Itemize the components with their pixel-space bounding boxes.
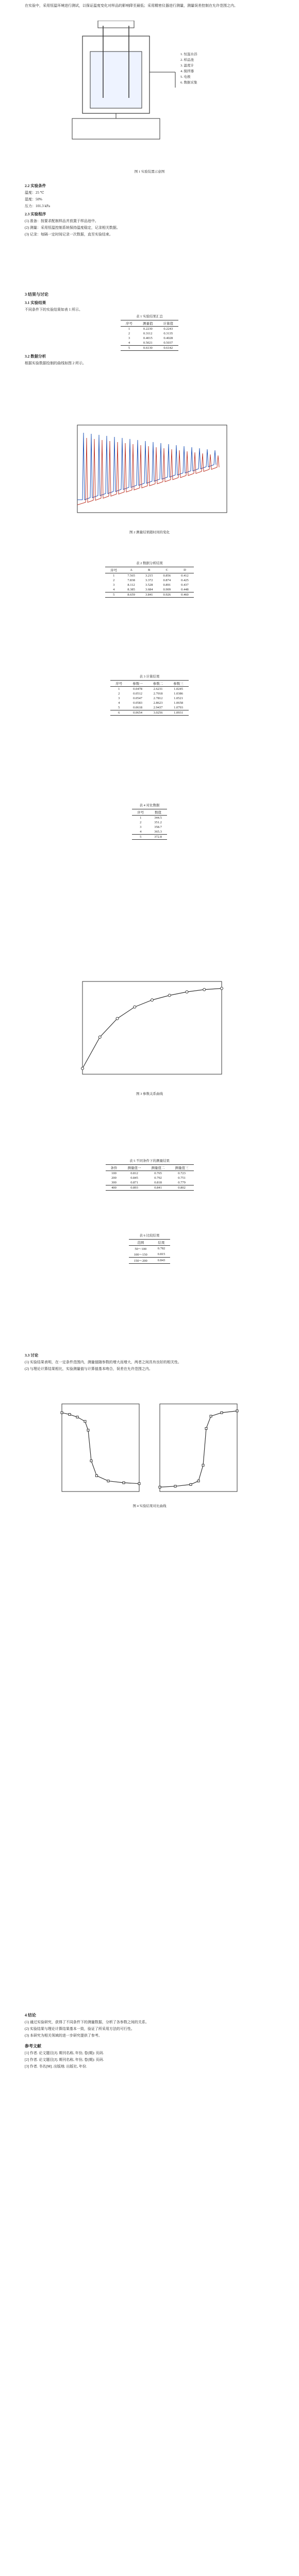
figure-1 [62, 21, 237, 175]
section-2: 2.2 实验条件 温度：25 ℃ 湿度：50% 压力：101.3 kPa 2.3 实验程序 (1) 准备：按要求配制样品并放置于样品池中。 (2) 测量：采用恒温控制系统保持温度稳定，记录相关数据。 (3) 记录：每隔一定时间记录一次数据，直至实验结束。 [25, 180, 274, 239]
data-point [123, 1482, 125, 1484]
table-6: 范围 结果 50～100 0.782 100～150 0.815 150～200 0.843 [129, 1239, 171, 1264]
data-point [202, 1464, 204, 1466]
section-title: 3.1 实验结果 [25, 300, 46, 305]
figure-3 [67, 979, 232, 1103]
section-title: 2.2 实验条件 [25, 183, 46, 188]
data-point [236, 1410, 238, 1412]
intro-section [25, 3, 274, 10]
data-point [197, 1480, 200, 1482]
table-title: 表 6 比较结果 [139, 1234, 160, 1238]
data-point [98, 1036, 101, 1039]
section-title: 3 结果与讨论 [25, 292, 48, 297]
table-4-block [25, 801, 274, 841]
series-line [160, 1411, 237, 1487]
data-point [190, 1483, 192, 1485]
figure-4 [52, 1401, 247, 1515]
table-1: 序号 测量值 计算值 1 0.2230 0.2243 2 0.3112 0.3135 3 0.4015 0.4028 4 0.5021 0.5037 5 0.6130 0.6142 [121, 320, 178, 351]
table-3: 序号 参数一 参数二 参数三 1 0.0478 2.6231 1.0245 2 0.0512 2.7018 1.0386 3 0.0547 2.7812 1.0521 4 0.0583 2.8623 1.0658 5 0.0618 2.9437 1.0793 6 0.0654 3.0256 1.0931 [110, 680, 189, 716]
data-point [203, 988, 206, 991]
figure-2 [67, 422, 232, 536]
table-title: 表 5 不同条件下的测量结果 [129, 1159, 170, 1163]
curve-chart [67, 979, 232, 1087]
comparison-chart [52, 1401, 247, 1499]
oscillation-chart [67, 422, 232, 526]
paragraph: 在实验中，采用恒温环境进行测试，以保证温度变化对样品的影响降至最低；采用精密仪器进行测量，测量误差控制在允许范围之内。 [25, 4, 238, 8]
table-5-block [25, 1157, 274, 1192]
section-title: 3.2 数据分析 [25, 354, 46, 359]
data-point [210, 1415, 212, 1417]
data-point [96, 1475, 98, 1477]
table-title: 表 4 对比数据 [139, 804, 160, 807]
data-point [61, 1412, 63, 1414]
data-point [205, 1428, 207, 1430]
table-title: 表 2 数据分析结果 [136, 562, 163, 565]
data-point [69, 1413, 71, 1415]
apparatus-diagram [62, 21, 237, 165]
data-point [84, 1420, 86, 1422]
data-point [186, 991, 188, 993]
table-title: 表 3 计算结果 [139, 675, 160, 679]
data-point [151, 999, 154, 1002]
data-point [81, 1067, 84, 1070]
data-point [138, 1483, 140, 1485]
section-title: 4 结论 [25, 2013, 36, 2018]
trace-line-blue [77, 433, 216, 500]
table-5: 条件 测量值一 测量值二 测量值三 100 0.812 0.765 0.723 200 0.845 0.792 0.751 300 0.871 0.818 0.779 400 0.893 0.841 0.802 [106, 1164, 194, 1191]
figure-caption: 图 3 参数关系曲线 [136, 1092, 163, 1096]
section-title: 2.3 实验程序 [25, 212, 46, 216]
data-point [221, 987, 223, 990]
section-4: 4 结论 (1) 通过实验研究，获得了不同条件下的测量数据，分析了各参数之间的关系。 (2) 实验结果与理论计算结果基本一致，验证了所采用方法的可行性。 (3) 本研究为相关领域的进一步研究提供了参考。 参考文献 [1] 作者. 论文题目[J]. 期刊名称, 年份, 卷(期): 页码. [2] 作者. 论文题目[J]. 期刊名称, 年份, 卷(期): 页码. [3] 作者. 书名[M]. 出版地: 出版社, 年份. [25, 2009, 274, 2071]
section-3: 3 结果与讨论 3.1 实验结果 不同条件下的实验结果如表 1 所示。 表 1 实验结果汇总 序号 测量值 计算值 1 0.2230 0.2243 2 0.3112 0.3135 3 0.4015 0.4028 4 0.5021 0.5037 5 0.6130 0.6142 3.2 数据分析 根据实验数据绘制的曲线如图 2 所示。 [25, 289, 274, 367]
data-point [159, 1486, 161, 1488]
figure-caption: 图 1 实验装置示意图 [134, 170, 165, 174]
data-point [116, 1018, 119, 1020]
table-6-block [25, 1231, 274, 1265]
data-point [134, 1006, 136, 1008]
data-point [90, 1460, 92, 1462]
data-point [174, 1485, 176, 1487]
table-4: 序号 数值 1 344.5 2 351.2 3 358.7 4 365.3 5 372.8 [132, 809, 167, 840]
table-2-block [25, 559, 274, 599]
figure-1-legend: 1. 恒温水浴 2. 样品池 3. 温度计 4. 搅拌器 5. 电极 6. 数据采集 [180, 53, 197, 84]
table-2: 序号 A B C D 1 7.565 3.215 0.856 0.412 2 7.838 3.372 0.874 0.425 3 8.112 3.528 0.891 0.437 4 8.385 3.684 0.909 0.448 5 8.659 3.841 0.926 0.460 [105, 567, 194, 598]
data-point [76, 1416, 78, 1418]
section-title: 3.3 讨论 [25, 1353, 39, 1358]
figure-caption: 图 2 测量结果随时间的变化 [129, 531, 170, 534]
table-3-block [25, 672, 274, 717]
table-title: 表 1 实验结果汇总 [136, 315, 163, 318]
data-point [107, 1480, 109, 1482]
section-3-3: 3.3 讨论 (1) 实验结果表明，在一定条件范围内，测量值随参数的增大而增大，两者之间具有良好的相关性。 (2) 与理论计算结果相比，实验测量值与计算值基本吻合，误差在允许范围之内。 [25, 1350, 274, 1373]
data-point [87, 1429, 89, 1431]
series-line [62, 1413, 139, 1484]
data-point [168, 994, 171, 997]
data-point [221, 1412, 223, 1414]
references-title: 参考文献 [25, 2044, 41, 2048]
figure-caption: 图 4 实验结果对比曲线 [132, 1504, 167, 1508]
